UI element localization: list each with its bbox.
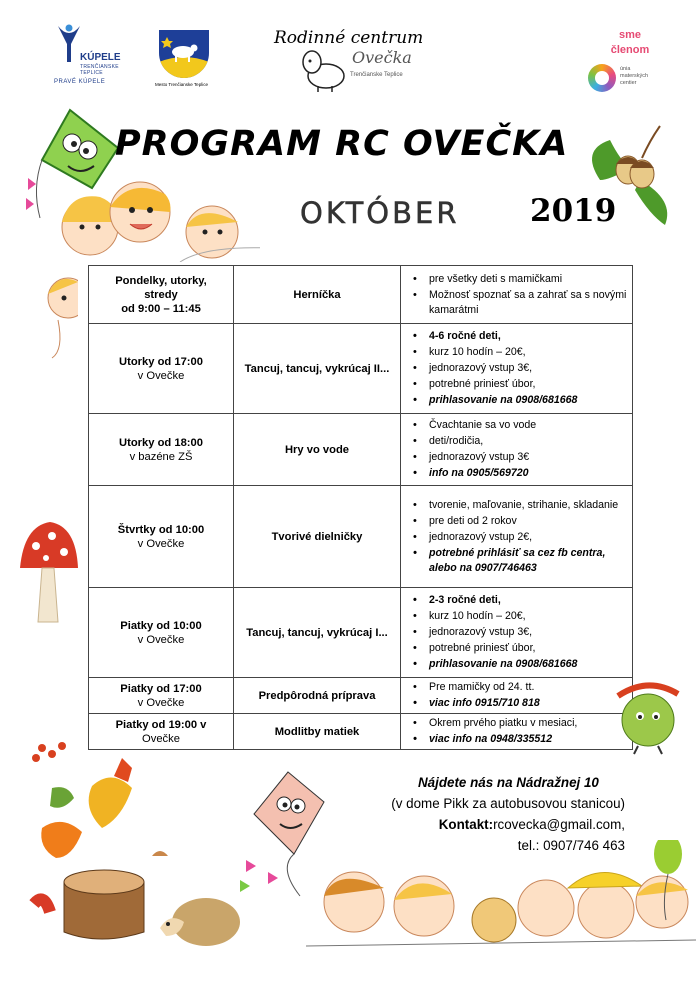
program-time-line: v Ovečke (137, 696, 185, 709)
program-time-line: Utorky od 18:00 (119, 436, 203, 449)
contact-email[interactable]: rcovecka@gmail.com, (493, 817, 625, 832)
program-row (89, 486, 633, 588)
program-details-cell (401, 414, 633, 486)
sme-word: sme (618, 29, 642, 41)
program-time-line: stredy (144, 288, 178, 301)
program-activity-cell: Tancuj, tancuj, vykrúcaj I... (234, 588, 401, 678)
program-details-cell (401, 714, 633, 750)
program-details-list (409, 272, 630, 318)
program-detail-item: • Okrem prvého piatku v mesiaci, (429, 716, 630, 731)
program-activity-cell: Tancuj, tancuj, vykrúcaj II... (234, 324, 401, 414)
program-details-list (409, 716, 630, 747)
program-details-list (409, 329, 630, 408)
program-time-line: Štvrtky od 10:00 (117, 523, 205, 536)
program-row (89, 324, 633, 414)
program-details-cell (401, 486, 633, 588)
program-time-line: Utorky od 17:00 (119, 355, 203, 368)
contact-phone: tel.: 0907/746 463 (517, 838, 625, 853)
program-activity-cell: Modlitby matiek (234, 714, 401, 750)
year-heading: 2019 (530, 193, 617, 229)
program-details-list (409, 418, 630, 481)
contact-label: Kontakt: (438, 817, 494, 832)
program-time-line: Pondelky, utorky, (115, 274, 207, 287)
program-details-list (409, 498, 630, 576)
umc-line2: materských (620, 73, 649, 79)
program-time-cell (89, 266, 234, 324)
program-detail-item: • jednorazový vstup 3€ (429, 450, 630, 465)
kids-bottom-illustration (306, 840, 696, 950)
program-detail-item: • Možnosť spoznať sa a zahrať sa s novými kamarátmi (429, 288, 630, 318)
program-detail-item: • viac info na 0948/335512 (429, 732, 630, 747)
umc-line1: únia (620, 66, 631, 72)
program-detail-item: • prihlasovanie na 0908/681668 (429, 393, 630, 408)
rc-ovecka-logo (268, 24, 436, 96)
program-detail-item: • pre deti od 2 rokov (429, 514, 630, 529)
program-time-cell (89, 486, 234, 588)
clenom-word: členom (610, 44, 650, 56)
program-row (89, 414, 633, 486)
program-detail-item: • pre všetky deti s mamičkami (429, 272, 630, 287)
program-time-line: v bazéne ZŠ (129, 450, 193, 463)
town-caption: Mesto Trenčianske Teplice (155, 82, 208, 87)
program-detail-item: • potrebné priniesť úbor, (429, 377, 630, 392)
address-note: (v dome Pikk za autobusovou stanicou) (391, 796, 625, 811)
program-time-line: Piatky od 19:00 v (115, 718, 207, 731)
program-details-cell (401, 266, 633, 324)
program-detail-item: • potrebné priniesť úbor, (429, 641, 630, 656)
kupele-line3: PRAVÉ KÚPELE (54, 79, 106, 85)
program-detail-item: • potrebné prihlásiť sa cez fb centra, alebo na 0907/746463 (429, 546, 630, 576)
rc-logo-line3: Trenčianske Teplice (350, 72, 403, 78)
program-time-line: v Ovečke (137, 369, 185, 382)
program-activity-cell: Predpôrodná príprava (234, 678, 401, 714)
program-detail-item: • viac info 0915/710 818 (429, 696, 630, 711)
program-time-cell (89, 678, 234, 714)
month-heading: OKTÓBER (300, 196, 460, 230)
program-time-cell (89, 324, 234, 414)
program-activity-cell: Hry vo vode (234, 414, 401, 486)
program-details-list (409, 593, 630, 672)
program-activity-cell: Herníčka (234, 266, 401, 324)
program-details-cell (401, 324, 633, 414)
program-detail-item: • 2-3 ročné deti, (429, 593, 630, 608)
umc-logo (588, 64, 678, 98)
kids-top-illustration (40, 172, 260, 262)
program-detail-item: • jednorazový vstup 3€, (429, 625, 630, 640)
program-details-cell (401, 588, 633, 678)
program-detail-item: • prihlasovanie na 0908/681668 (429, 657, 630, 672)
program-time-line: Piatky od 17:00 (120, 682, 202, 695)
program-details-cell (401, 678, 633, 714)
rc-logo-line1: Rodinné centrum (274, 28, 424, 48)
peeking-child-illustration (44, 270, 78, 360)
kupele-logo (48, 22, 128, 92)
program-detail-item: • kurz 10 hodín – 20€, (429, 345, 630, 360)
program-detail-item: • Čvachtanie sa vo vode (429, 418, 630, 433)
program-table (88, 265, 633, 750)
program-detail-item: • jednorazový vstup 3€, (429, 361, 630, 376)
chestnut-character-illustration (608, 676, 688, 756)
kupele-line2: TRENČIANSKE TEPLICE (80, 64, 119, 76)
program-detail-item: • jednorazový vstup 2€, (429, 530, 630, 545)
program-time-line: Ovečke (142, 732, 180, 745)
program-details-list (409, 680, 630, 711)
program-time-cell (89, 414, 234, 486)
program-row (89, 266, 633, 324)
mushroom-illustration (16, 518, 82, 628)
program-row (89, 678, 633, 714)
program-time-cell (89, 588, 234, 678)
program-detail-item: • 4-6 ročné deti, (429, 329, 630, 344)
town-shield-icon (159, 30, 209, 78)
sheep-icon (298, 46, 350, 94)
program-time-line: v Ovečke (137, 537, 185, 550)
program-activity-cell: Tvorivé dielničky (234, 486, 401, 588)
program-detail-item: • deti/rodičia, (429, 434, 630, 449)
stump-hedgehog-illustration (20, 842, 240, 952)
rc-logo-line2: Ovečka (352, 48, 412, 67)
sme-clenom-text (600, 28, 660, 58)
program-detail-item: • tvorenie, maľovanie, strihanie, skladanie (429, 498, 630, 513)
kupele-line1: KÚPELE (80, 52, 121, 63)
program-time-line: od 9:00 – 11:45 (121, 302, 201, 315)
program-time-line: v Ovečke (137, 633, 185, 646)
program-row (89, 588, 633, 678)
page-title: PROGRAM RC OVEČKA (115, 124, 569, 164)
program-detail-item: • kurz 10 hodín – 20€, (429, 609, 630, 624)
town-coat-of-arms (155, 30, 215, 92)
contact-block (350, 772, 625, 856)
program-detail-item: • info na 0905/569720 (429, 466, 630, 481)
contact-line (350, 814, 625, 835)
program-detail-item: • Pre mamičky od 24. tt. (429, 680, 630, 695)
umc-line3: centier (620, 80, 637, 86)
address-line: Nájdete nás na Nádražnej 10 (418, 775, 599, 790)
program-time-line: Piatky od 10:00 (120, 619, 202, 632)
umc-ring-icon (588, 64, 616, 92)
